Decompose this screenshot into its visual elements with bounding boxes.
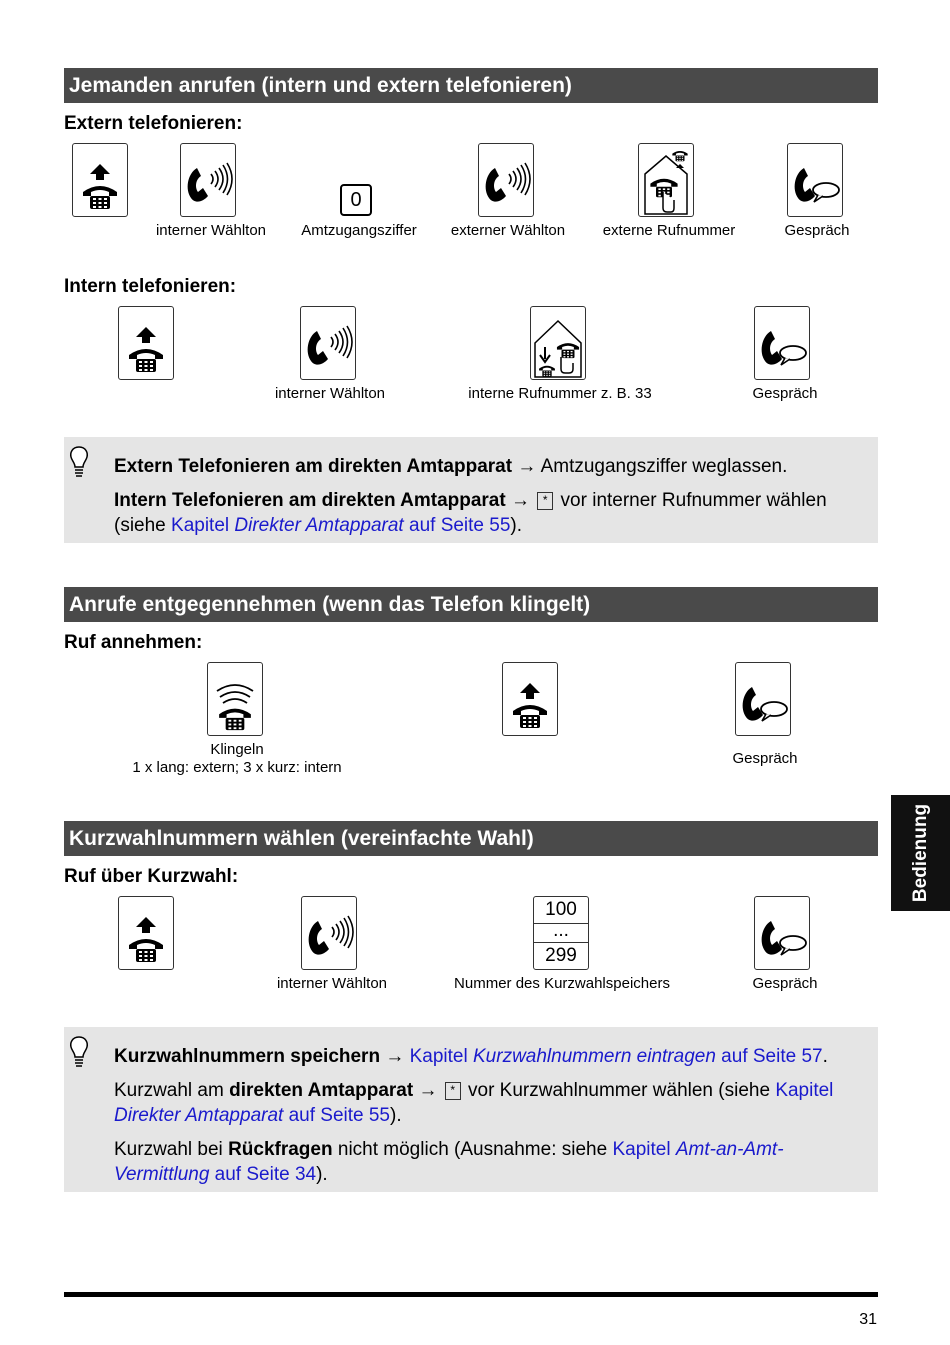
caption-ringing: Klingeln	[210, 741, 264, 758]
footer-rule	[64, 1292, 878, 1297]
star-key-icon: *	[445, 1082, 461, 1100]
caption-ring-pattern: 1 x lang: extern; 3 x kurz: intern	[132, 759, 342, 776]
speed-dial-end: 299	[534, 942, 588, 969]
conversation-icon	[754, 306, 810, 380]
conversation-icon	[754, 896, 810, 970]
caption-internal-tone: interner Wählton	[274, 385, 386, 402]
caption-speed-dial-number: Nummer des Kurzwahlspeichers	[454, 975, 670, 992]
extern-heading: Extern telefonieren:	[64, 113, 243, 134]
dial-number-icon	[638, 143, 694, 217]
tip-box-speed-dial	[64, 1027, 878, 1192]
conversation-icon	[787, 143, 843, 217]
speed-dial-start: 100	[534, 897, 588, 924]
digit-key: 0	[340, 184, 372, 216]
side-tab-label: Bedienung	[909, 803, 931, 903]
side-tab	[891, 795, 950, 911]
star-key-icon: *	[537, 492, 553, 510]
link-direct-line-p55[interactable]: Kapitel Direkter Amtapparat auf Seite 55	[114, 1080, 834, 1126]
lightbulb-icon	[68, 445, 90, 479]
speed-dial-heading: Ruf über Kurzwahl:	[64, 866, 239, 887]
answer-heading: Ruf annehmen:	[64, 632, 203, 653]
link-trunk-transfer-p34[interactable]: Kapitel Amt-an-Amt-Vermittlung auf Seite 34	[114, 1139, 784, 1185]
tip-box-direct-line	[64, 437, 878, 543]
lift-handset-icon	[502, 662, 558, 736]
section-title-call: Jemanden anrufen (intern und extern telefonieren)	[64, 68, 878, 103]
tip-intern: Intern Telefonieren am direkten Amtapparat → * vor interner Rufnummer wählen (siehe Kapitel Direkter Amtapparat auf Seite 55).	[114, 490, 827, 536]
tip-store-speed-dial: Kurzwahlnummern speichern → Kapitel Kurzwahlnummern eintragen auf Seite 57.	[114, 1046, 828, 1067]
caption-internal-number: interne Rufnummer z. B. 33	[468, 385, 652, 402]
dial-tone-icon	[301, 896, 357, 970]
internal-number-icon	[530, 306, 586, 380]
tip-speed-dial-direct-line: Kurzwahl am direkten Amtapparat → * vor Kurzwahlnummer wählen (siehe Kapitel Direkter Amtapparat auf Seite 55).	[114, 1080, 834, 1126]
dial-tone-icon	[300, 306, 356, 380]
link-direct-line-p55[interactable]: Kapitel Direkter Amtapparat auf Seite 55	[171, 515, 511, 536]
section-title-answer: Anrufe entgegennehmen (wenn das Telefon klingelt)	[64, 587, 878, 622]
caption-external-tone: externer Wählton	[450, 222, 566, 239]
caption-internal-tone: interner Wählton	[155, 222, 267, 239]
caption-internal-tone: interner Wählton	[276, 975, 388, 992]
speed-dial-ellipsis: ...	[553, 920, 569, 941]
lift-handset-icon	[72, 143, 128, 217]
tip-speed-dial-inquiry: Kurzwahl bei Rückfragen nicht möglich (Ausnahme: siehe Kapitel Amt-an-Amt-Vermittlung auf Seite 34).	[114, 1139, 784, 1185]
caption-conversation: Gespräch	[752, 385, 818, 402]
lift-handset-icon	[118, 306, 174, 380]
ringing-phone-icon	[207, 662, 263, 736]
dial-tone-icon	[180, 143, 236, 217]
caption-external-number: externe Rufnummer	[602, 222, 736, 239]
link-speed-dial-p57[interactable]: Kapitel Kurzwahlnummern eintragen auf Seite 57	[409, 1046, 823, 1067]
section-title-speed-dial: Kurzwahlnummern wählen (vereinfachte Wahl)	[64, 821, 878, 856]
intern-heading: Intern telefonieren:	[64, 276, 237, 297]
page-number: 31	[859, 1311, 877, 1328]
caption-access-digit: Amtzugangsziffer	[301, 222, 417, 239]
caption-conversation: Gespräch	[784, 222, 850, 239]
external-dial-tone-icon	[478, 143, 534, 217]
speed-dial-range-box	[533, 896, 589, 970]
caption-conversation: Gespräch	[752, 975, 818, 992]
caption-conversation: Gespräch	[732, 750, 798, 767]
lightbulb-icon	[68, 1035, 90, 1069]
conversation-icon	[735, 662, 791, 736]
tip-extern: Extern Telefonieren am direkten Amtapparat → Amtzugangsziffer weglassen.	[114, 456, 788, 477]
lift-handset-icon	[118, 896, 174, 970]
